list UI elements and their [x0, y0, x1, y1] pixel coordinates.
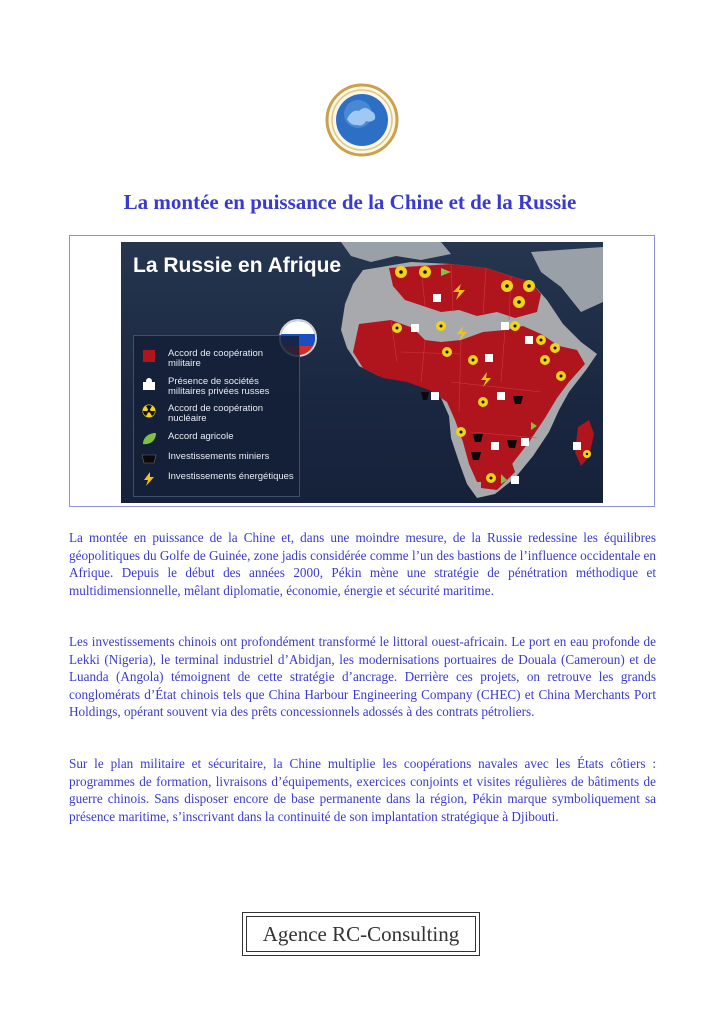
legend-item	[140, 349, 298, 369]
red-square-icon	[140, 349, 158, 363]
map-title: La Russie en Afrique	[133, 254, 342, 277]
legend-label: Accord agricole	[168, 431, 234, 442]
legend-label: Investissements miniers	[168, 451, 270, 462]
lightning-icon	[140, 472, 158, 486]
paragraph-1: La montée en puissance de la Chine et, dans une moindre mesure, de la Russie redessine les équilibres géopolitiques du Golfe de Guinée, zone jadis considérée comme l’un des bastions de l’influence occidentale en Afrique. Depuis le début des années 2000, Pékin mène une stratégie de pénétration méthodique et multidimensionnelle, mêlant diplomatie, économie, énergie et sécurité maritime.	[69, 530, 656, 598]
legend-item	[140, 377, 298, 397]
legend-label: Investissements énergétiques	[168, 471, 294, 482]
footer-brand-label: Agence RC-Consulting	[246, 916, 476, 952]
russia-africa-map	[121, 242, 603, 503]
nuclear-icon	[140, 404, 158, 418]
legend-item	[140, 472, 298, 486]
legend-item	[140, 404, 298, 424]
leaf-icon	[140, 432, 158, 446]
paragraph-3: Sur le plan militaire et sécuritaire, la Chine multiplie les coopérations navales avec les États côtiers : programmes de formation, livraisons d’équipements, exercices conjoints et visites régulières de bâtiments de guerre chinois. Sans disposer encore de base permanente dans la région, Pékin marque symboliquement sa présence maritime, s’inscrivant dans la continuité de son implantation stratégique à Djibouti.	[69, 756, 656, 824]
legend-label: Présence de sociétés militaires privées russes	[168, 376, 270, 397]
page-title: La montée en puissance de la Chine et de la Russie	[123, 190, 577, 214]
private-military-icon	[140, 377, 158, 391]
mining-cart-icon	[140, 452, 158, 466]
legend-label: Accord de coopération militaire	[168, 348, 264, 369]
map-legend	[133, 335, 300, 497]
legend-item	[140, 452, 298, 466]
paragraph-2: Les investissements chinois ont profondément transformé le littoral ouest-africain. Le port en eau profonde de Lekki (Nigeria), le terminal industriel d’Abidjan, les modernisations portuaires de Douala (Cameroun) et de Luanda (Angola) témoignent de cette stratégie d’ancrage. Derrière ces projets, on retrouve les grands conglomérats d’État chinois tels que China Harbour Engineering Company (CHEC) et China Merchants Port Holdings, opérant souvent via des prêts concessionnels adossés à des contrats pétroliers.	[69, 634, 656, 720]
legend-label: Accord de coopération nucléaire	[168, 403, 264, 424]
africa-map	[301, 242, 603, 503]
legend-item	[140, 432, 298, 446]
footer-brand-box	[242, 912, 480, 956]
globe-europe-emblem-icon	[325, 83, 399, 157]
